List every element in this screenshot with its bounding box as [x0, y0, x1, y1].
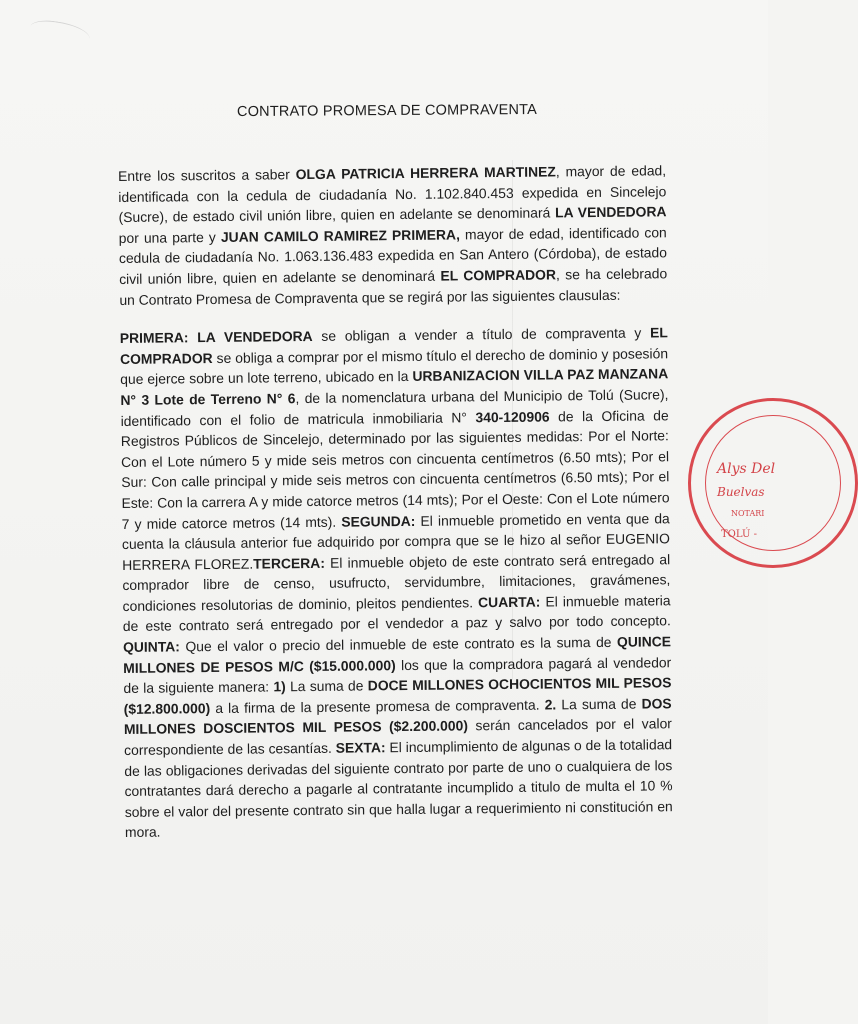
text-run: se obliga a comprar por el mismo título el derecho de dominio y posesión que ejerce sobre un lote terreno, ubicado en la [120, 345, 669, 388]
bold-text-run: LA VENDEDORA [554, 203, 667, 221]
bold-text-run: SEGUNDA: [341, 512, 416, 530]
bold-text-run: EL COMPRADOR [440, 266, 557, 284]
scan-smudge [29, 18, 91, 47]
bold-text-run: 1) [273, 678, 286, 695]
bold-text-run: DOS MILLONES DOSCIENTOS MIL PESOS ($2.200.000) [123, 695, 672, 738]
bold-text-run: CUARTA: [478, 593, 541, 611]
bold-text-run: QUINTA: [122, 638, 180, 656]
text-run: serán cancelados por el valor correspondiente de las cesantías. [124, 715, 672, 758]
text-run: , mayor de edad, identificada con la cedula de ciudadanía No. 1.102.840.453 expedida en Sincelejo (Sucre), de estado civil unión libre, quien en adelante se denominará [118, 162, 667, 226]
bold-text-run: SEXTA: [335, 739, 386, 756]
text-run: La suma de [556, 695, 642, 713]
stamp-line-4: TOLÚ - [721, 529, 757, 540]
text-run: por una parte y [118, 228, 221, 246]
stamp-line-2: Buelvas [717, 485, 765, 499]
text-run: , de la nomenclatura urbana del Municipio de Tolú (Sucre), identificado con el folio de matricula inmobiliaria N° [120, 386, 669, 429]
bold-text-run: URBANIZACION VILLA PAZ MANZANA N° 3 Lote de Terreno N° 6 [120, 365, 669, 408]
notary-stamp [688, 398, 858, 568]
text-run: El incumplimiento de algunas o de la totalidad de las obligaciones derivadas del siguiente contrato por parte de uno o cualquiera de los contratantes dará derecho a pagarle al contratante incumplido a titulo de multa el 10 % sobre el valor del presente contrato sin que halla lugar a requerimiento ni constitución en mora. [124, 736, 673, 841]
text-run: los que la compradora pagará al vendedor de la siguiente manera: [123, 653, 672, 697]
text-run: El inmueble prometido en venta que da cuenta la cláusula anterior fue adquirido por compra que se le hizo al señor EUGENIO HERRERA FLOREZ. [121, 509, 671, 573]
bold-text-run: 340-120906 [475, 408, 550, 425]
clauses-paragraph [120, 322, 673, 843]
text-run: Que el valor o precio del inmueble de este contrato es la suma de [179, 633, 618, 655]
bold-text-run: QUINCE MILLONES DE PESOS M/C ($15.000.000) [123, 633, 672, 676]
text-run: se obligan a vender a título de compraventa y [312, 324, 651, 345]
bold-text-run: 2. [544, 696, 557, 713]
text-run: de la Oficina de Registros Públicos de Sincelejo, determinado por las siguientes medidas: Por el Norte: Con el Lote número 5 y mide seis metros con cincuenta centímetros (6.50 mts); Por el Sur: Con calle principal y mide seis metros con cincuenta centímetros (6.50 mts); Por el Este: Con la carrera A y mide catorce metros (14 mts); Por el Oeste: Con el Lote número 7 y mide catorce metros (14 mts). [120, 406, 670, 532]
text-run: mayor de edad, identificado con cedula de ciudadanía No. 1.063.136.483 expedida en San Antero (Córdoba), de estado civil unión libre, quien en adelante se denominará [118, 224, 668, 287]
text-run: a la firma de la presente promesa de compraventa. [210, 696, 545, 716]
bold-text-run: TERCERA: [253, 554, 325, 572]
contract-body [118, 160, 673, 861]
bold-text-run: OLGA PATRICIA HERRERA MARTINEZ [295, 163, 556, 183]
text-run: El inmueble objeto de este contrato será entregado al comprador libre de censo, usufructo, servidumbre, limitaciones, gravámenes, condiciones resolutorias de dominio, pleitos pendientes. [122, 550, 671, 614]
bold-text-run: JUAN CAMILO RAMIREZ PRIMERA, [220, 226, 460, 245]
text-run: Entre los suscritos a saber [118, 166, 296, 184]
bold-text-run: DOCE MILLONES OCHOCIENTOS MIL PESOS ($12.800.000) [123, 674, 672, 717]
bold-text-run: EL COMPRADOR [119, 324, 668, 367]
text-run: , se ha celebrado un Contrato Promesa de Compraventa que se regirá por las siguientes clausulas: [119, 265, 668, 308]
bold-text-run: PRIMERA: LA VENDEDORA [119, 328, 313, 347]
stamp-line-1: Alys Del [717, 461, 776, 477]
intro-paragraph [118, 160, 667, 310]
document-title: CONTRATO PROMESA DE COMPRAVENTA [236, 101, 538, 121]
text-run: El inmueble materia de este contrato será entregado por el vendedor a paz y salvo por todo concepto. [122, 592, 671, 635]
stamp-line-3: NOTARI [731, 509, 765, 518]
text-run: La suma de [285, 677, 368, 695]
